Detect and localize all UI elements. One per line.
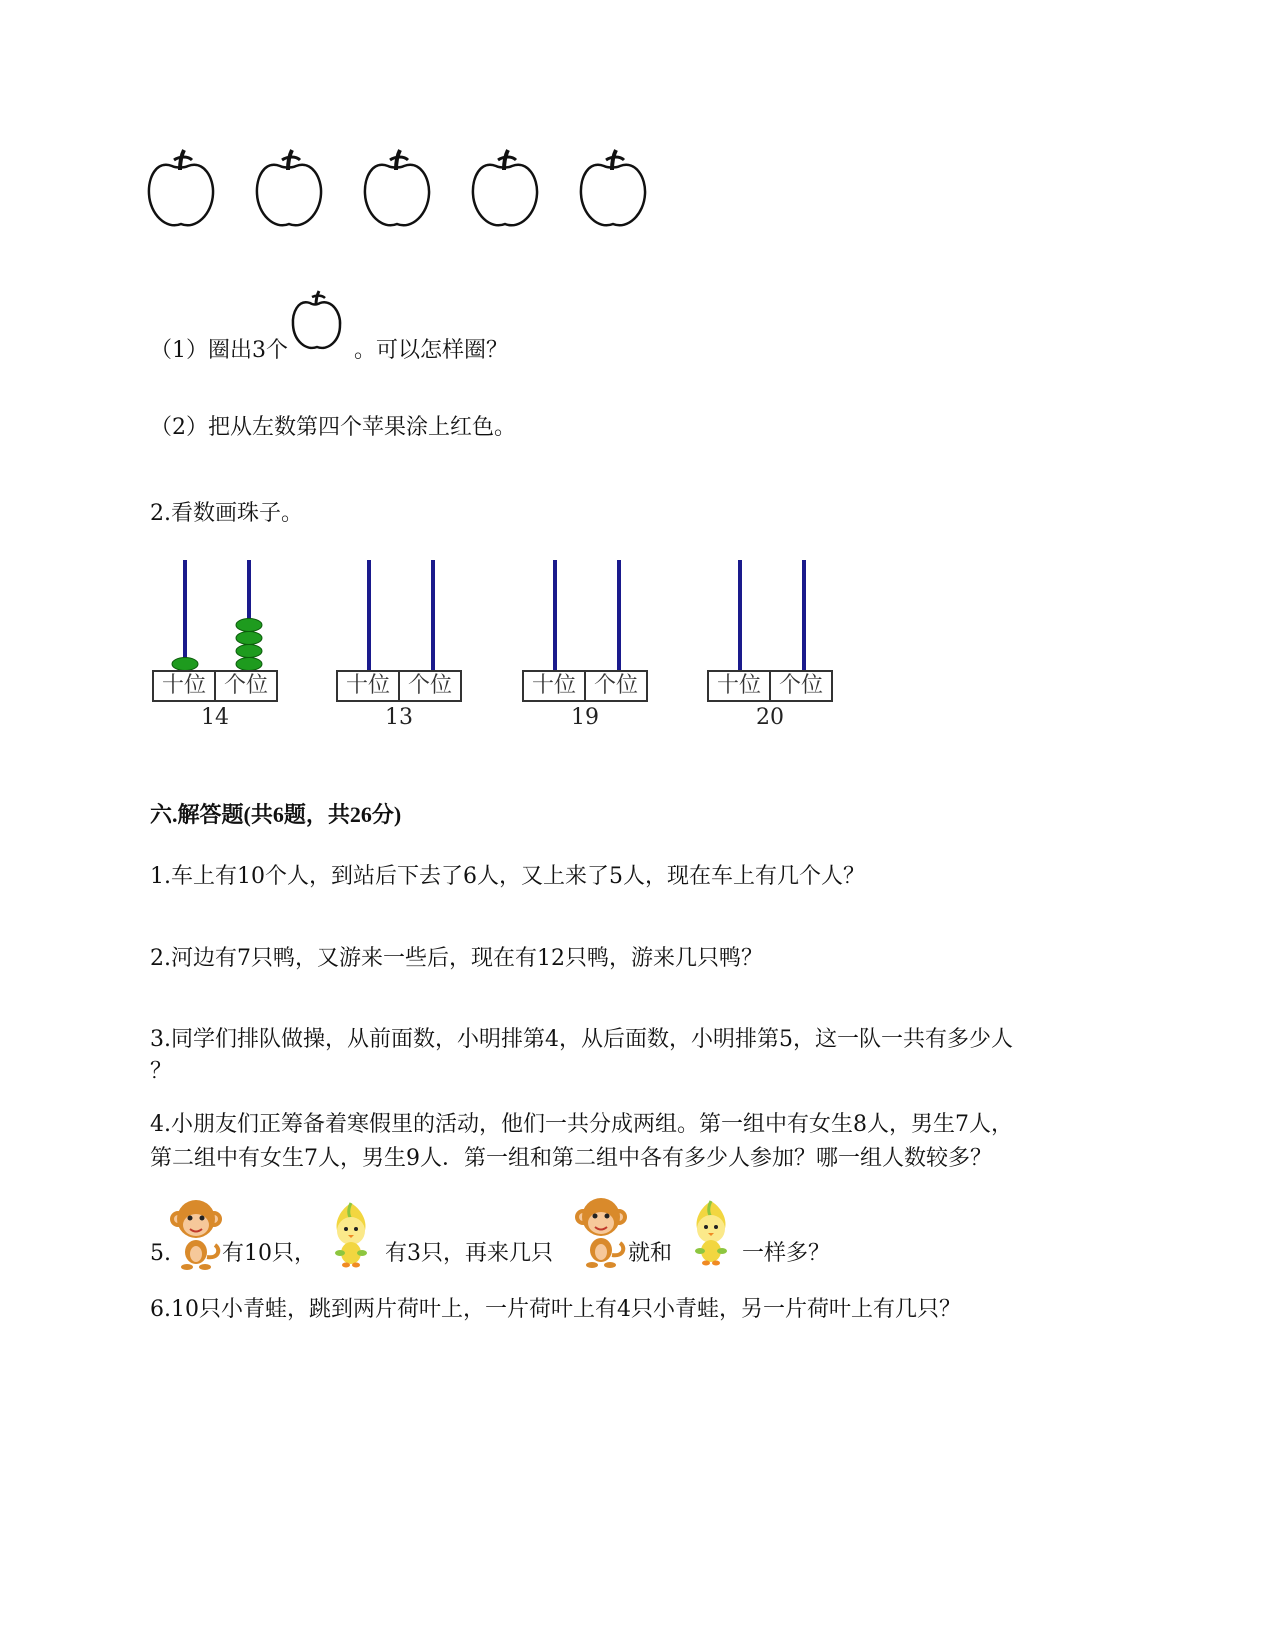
tens-label: 十位: [709, 672, 771, 700]
section6-title: 六.解答题(共6题，共26分): [150, 802, 402, 827]
tens-label: 十位: [154, 672, 216, 700]
q1-part1-after: 。可以怎样圈？: [354, 338, 509, 363]
problem-5-number: 5.: [150, 1241, 171, 1266]
apple-icon: [473, 150, 537, 225]
abacus-number: 19: [571, 705, 599, 730]
abacus-number: 14: [201, 705, 229, 730]
abacus-number: 13: [385, 705, 413, 730]
tens-label: 十位: [524, 672, 586, 700]
tens-label: 十位: [338, 672, 400, 700]
place-value-box: [707, 670, 833, 702]
problem-1: 1.车上有10个人，到站后下去了6人，又上来了5人，现在车上有几个人？: [150, 864, 865, 889]
q1-part2: （2）把从左数第四个苹果涂上红色。: [150, 415, 516, 440]
abacus: [522, 555, 650, 740]
apple-icon: [149, 150, 213, 225]
abacus: [336, 555, 464, 740]
abacus: [152, 555, 280, 740]
problem-5-text1: 有10只，: [222, 1241, 316, 1266]
problem-3-line1: 3.同学们排队做操，从前面数，小明排第4，从后面数，小明排第5，这一队一共有多少人: [150, 1027, 1013, 1052]
chick-icon: [688, 1199, 734, 1269]
bead[interactable]: [172, 658, 198, 671]
ones-label: 个位: [778, 673, 823, 698]
ones-label: 个位: [407, 673, 452, 698]
problem-3-line2: ？: [150, 1059, 173, 1084]
apple-icon: [257, 150, 321, 225]
chick-icon: [328, 1201, 374, 1271]
abacus-area: [0, 555, 1275, 740]
place-value-box: [336, 670, 462, 702]
bead[interactable]: [236, 632, 262, 645]
bead[interactable]: [236, 645, 262, 658]
abacus-number: 20: [756, 705, 784, 730]
monkey-icon: [570, 1195, 632, 1270]
q1-part1: [150, 327, 508, 366]
monkey-icon: [165, 1197, 227, 1272]
problem-5-text4: 一样多？: [742, 1241, 831, 1266]
apple-row: [140, 140, 670, 240]
q1-part1-before: （1）圈出3个: [150, 338, 288, 363]
apple-row-svg: [140, 140, 670, 240]
bead[interactable]: [236, 619, 262, 632]
problem-6: 6.10只小青蛙，跳到两片荷叶上，一片荷叶上有4只小青蛙，另一片荷叶上有几只？: [150, 1297, 961, 1322]
problem-5: [0, 1195, 1275, 1285]
problem-5-text3: 就和: [628, 1241, 673, 1266]
apple-icon: [581, 150, 645, 225]
abacus: [707, 555, 835, 740]
bead[interactable]: [236, 658, 262, 671]
place-value-box: [152, 670, 278, 702]
problem-2: 2.河边有7只鸭，又游来一些后，现在有12只鸭，游来几只鸭？: [150, 946, 763, 971]
problem-4-line2: 第二组中有女生7人，男生9人．第一组和第二组中各有多少人参加？哪一组人数较多？: [150, 1146, 992, 1171]
problem-4-line1: 4.小朋友们正筹备着寒假里的活动，他们一共分成两组。第一组中有女生8人，男生7人，: [150, 1112, 1013, 1137]
problem-5-text2: 有3只，再来几只: [385, 1241, 553, 1266]
place-value-box: [522, 670, 648, 702]
ones-label: 个位: [223, 673, 268, 698]
inline-apple-icon: [288, 327, 346, 357]
q2-title: 2.看数画珠子。: [150, 501, 303, 526]
ones-label: 个位: [593, 673, 638, 698]
apple-icon: [365, 150, 429, 225]
